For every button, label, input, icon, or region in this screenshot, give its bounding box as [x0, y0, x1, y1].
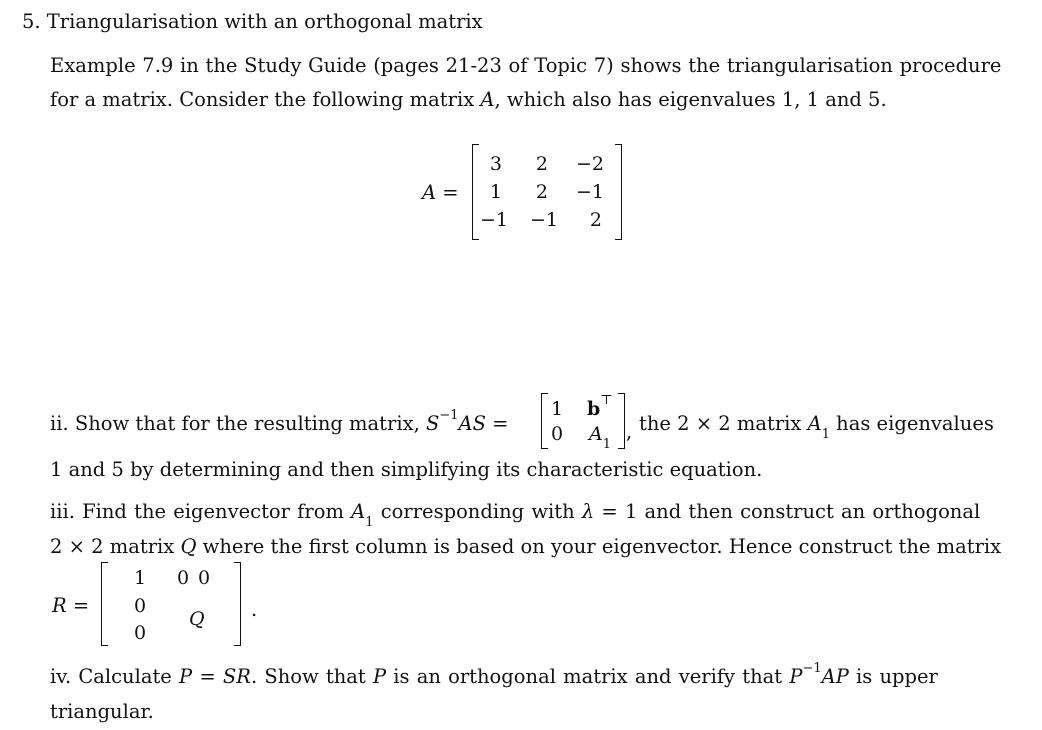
matrix-r-label: R =	[52, 594, 90, 617]
block-matrix-cell: 0	[551, 423, 564, 445]
matrix-a-cell: 2	[535, 153, 548, 175]
block-matrix-cell: b⊤	[587, 392, 613, 420]
question-heading: 5. Triangularisation with an orthogonal matrix	[22, 10, 483, 33]
block-matrix-cell: 1	[551, 398, 564, 420]
matrix-a-cell: −1	[479, 209, 508, 231]
part-iii-line-2: 2 × 2 matrix Q where the first column is based on your eigenvector. Hence construct the matrix	[50, 535, 1002, 558]
matrix-r-cell: 0	[198, 567, 211, 589]
matrix-a-cell: 3	[489, 153, 502, 175]
matrix-a-cell: −1	[529, 209, 558, 231]
part-iii-line-1: iii. Find the eigenvector from $A_1$ corresponding with λ = 1 and then construct an orthogonal	[50, 500, 981, 530]
matrix-r	[101, 562, 241, 646]
matrix-a	[472, 144, 622, 240]
intro-line-2: for a matrix. Consider the following matrix A, which also has eigenvalues 1, 1 and 5.	[50, 88, 887, 111]
matrix-r-cell: 0	[177, 567, 190, 589]
matrix-a-label: A =	[422, 181, 459, 204]
matrix-a-cell: −2	[575, 153, 604, 175]
matrix-r-cell: 0	[134, 622, 147, 644]
matrix-a-cell: −1	[575, 181, 604, 203]
part-iv-line-2: triangular.	[50, 700, 154, 723]
matrix-a-cell: 2	[535, 181, 548, 203]
part-ii-line-1: ii. Show that for the resulting matrix, $S^{-1}AS$ =	[50, 407, 509, 435]
matrix-r-q-block: Q	[189, 608, 205, 630]
matrix-r-cell: 1	[134, 567, 147, 589]
part-ii-comma: ,	[626, 420, 633, 443]
intro-line-1: Example 7.9 in the Study Guide (pages 21-23 of Topic 7) shows the triangularisation procedure	[50, 54, 1002, 77]
part-ii-line-2: 1 and 5 by determining and then simplifying its characteristic equation.	[50, 458, 763, 481]
matrix-r-cell: 0	[134, 595, 147, 617]
part-iv-line-1: iv. Calculate P = SR. Show that P is an orthogonal matrix and verify that $P^{-1}AP$ is upper	[50, 660, 938, 688]
block-matrix-cell: $A_1$	[589, 423, 612, 452]
part-ii-line-1-end: the 2 × 2 matrix $A_1$ has eigenvalues	[639, 412, 994, 442]
matrix-a-cell: 1	[489, 181, 502, 203]
matrix-a-cell: 2	[589, 209, 602, 231]
matrix-r-period: .	[251, 598, 258, 621]
block-matrix	[541, 392, 625, 452]
